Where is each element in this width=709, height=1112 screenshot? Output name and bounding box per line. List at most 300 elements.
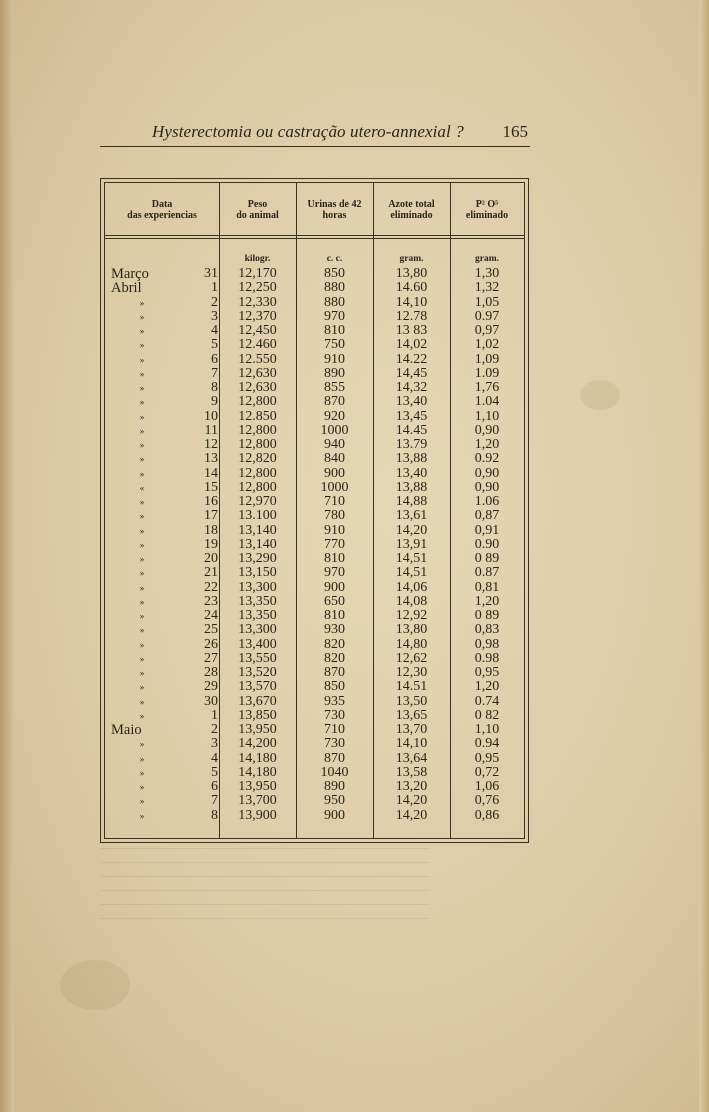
cell-azote: 14,51: [395, 565, 428, 581]
cell-peso: 12,800: [238, 422, 277, 438]
cell-p2o5: 0,98: [474, 636, 500, 652]
heading-line: Azote total: [388, 199, 435, 210]
cell-p2o5: 0.92: [474, 451, 500, 467]
heading-line: eliminado: [390, 210, 433, 221]
cell-ditto-mark: »: [139, 539, 145, 550]
cell-p2o5: 0,81: [474, 579, 500, 595]
unit-azote: gram.: [399, 254, 424, 264]
cell-azote: 13,65: [395, 707, 428, 723]
cell-peso: 12,820: [238, 451, 277, 467]
cell-urinas: 880: [324, 294, 345, 310]
cell-urinas: 870: [324, 394, 345, 410]
column-heading-urinas: [296, 199, 373, 221]
cell-azote: 13,70: [395, 722, 428, 737]
table-row: [105, 296, 524, 310]
cell-day: 21: [204, 565, 218, 581]
cell-urinas: 910: [324, 351, 345, 367]
cell-peso: 12,630: [238, 365, 277, 381]
cell-ditto-mark: »: [139, 625, 145, 636]
cell-day: 30: [204, 693, 218, 709]
cell-p2o5: 0.74: [474, 693, 500, 709]
cell-azote: 14,88: [395, 494, 428, 509]
table-row: [105, 809, 524, 823]
cell-peso: 12.850: [238, 408, 277, 424]
cell-azote: 14,02: [395, 337, 428, 353]
table-body: [105, 267, 524, 823]
cell-peso: 12,170: [238, 266, 277, 281]
heading-line: das experiencias: [127, 210, 197, 221]
cell-urinas: 970: [324, 565, 345, 581]
cell-urinas: 750: [324, 337, 345, 353]
cell-azote: 13,40: [395, 394, 428, 410]
column-heading-peso: [219, 199, 296, 221]
cell-urinas: 1000: [320, 422, 349, 438]
cell-urinas: 1040: [320, 764, 349, 780]
cell-urinas: 930: [324, 622, 345, 638]
cell-peso: 12,250: [238, 280, 277, 296]
cell-ditto-mark: »: [139, 753, 145, 764]
cell-urinas: 810: [324, 608, 345, 623]
table-row: [105, 267, 524, 281]
cell-ditto-mark: »: [139, 311, 145, 322]
cell-azote: 13,64: [395, 750, 428, 766]
cell-peso: 13,570: [238, 679, 277, 695]
cell-urinas: 890: [324, 365, 345, 381]
cell-p2o5: 0 89: [474, 608, 500, 623]
cell-peso: 12.460: [238, 337, 277, 353]
cell-peso: 13,950: [238, 722, 277, 737]
table-row: [105, 481, 524, 495]
cell-azote: 13.79: [395, 437, 428, 452]
cell-ditto-mark: »: [139, 782, 145, 792]
heading-line: Data: [151, 199, 173, 210]
cell-azote: 14.22: [395, 351, 428, 367]
table-row: [105, 709, 524, 723]
header-rule-second: [105, 238, 524, 239]
table-row: [105, 538, 524, 552]
cell-urinas: 870: [324, 750, 345, 766]
unit-peso: kilogr.: [244, 254, 271, 264]
cell-azote: 14,10: [395, 294, 428, 310]
cell-day: 28: [204, 665, 218, 680]
cell-urinas: 820: [324, 650, 345, 666]
cell-peso: 13,900: [238, 807, 277, 823]
cell-urinas: 730: [324, 707, 345, 723]
cell-month: Maio: [111, 722, 142, 738]
cell-p2o5: 1,32: [474, 280, 500, 296]
cell-urinas: 810: [324, 323, 345, 338]
cell-ditto-mark: »: [139, 525, 145, 536]
table-row: [105, 438, 524, 452]
table-row: [105, 780, 524, 794]
cell-day: 13: [204, 451, 218, 467]
cell-ditto-mark: »: [139, 796, 145, 807]
cell-ditto-mark: »: [139, 767, 145, 778]
cell-azote: 14,20: [395, 807, 428, 823]
cell-ditto-mark: «: [139, 482, 145, 493]
cell-p2o5: 1,05: [474, 294, 500, 310]
cell-peso: 13,290: [238, 551, 277, 566]
cell-urinas: 820: [324, 636, 345, 652]
cell-ditto-mark: »: [139, 340, 145, 351]
cell-p2o5: 0,97: [474, 323, 500, 338]
cell-ditto-mark: »: [139, 383, 145, 393]
cell-urinas: 850: [324, 266, 345, 281]
cell-azote: 14,45: [395, 365, 428, 381]
cell-day: 6: [211, 351, 218, 367]
cell-azote: 14.45: [395, 422, 428, 438]
cell-day: 29: [204, 679, 218, 695]
cell-day: 17: [204, 508, 218, 524]
cell-peso: 12,800: [238, 394, 277, 410]
cell-p2o5: 0,90: [474, 422, 500, 438]
cell-peso: 12,450: [238, 323, 277, 338]
unit-urinas: c. c.: [326, 254, 343, 264]
cell-peso: 13,350: [238, 593, 277, 609]
cell-azote: 13,80: [395, 266, 428, 281]
cell-urinas: 710: [324, 722, 345, 737]
unit-p2o5: gram.: [474, 254, 499, 264]
cell-month: Abril: [111, 280, 142, 297]
cell-day: 5: [211, 764, 218, 780]
cell-urinas: 770: [324, 536, 345, 552]
cell-azote: 14.51: [395, 679, 428, 695]
cell-peso: 13,140: [238, 536, 277, 552]
cell-peso: 13,950: [238, 779, 277, 794]
cell-ditto-mark: »: [139, 554, 145, 564]
table-row: [105, 281, 524, 295]
cell-month: Março: [111, 266, 149, 282]
paper-stain: [580, 380, 620, 410]
cell-day: 10: [204, 408, 218, 424]
cell-ditto-mark: »: [139, 682, 145, 693]
cell-peso: 13.100: [238, 508, 277, 524]
table-row: [105, 680, 524, 694]
cell-day: 7: [211, 793, 218, 809]
cell-urinas: 900: [324, 465, 345, 481]
cell-urinas: 920: [324, 408, 345, 424]
cell-ditto-mark: »: [139, 425, 145, 436]
cell-day: 1: [211, 707, 218, 723]
cell-ditto-mark: »: [139, 326, 145, 336]
cell-ditto-mark: »: [139, 653, 145, 664]
cell-ditto-mark: »: [139, 568, 145, 579]
cell-azote: 14,80: [395, 636, 428, 652]
cell-ditto-mark: »: [139, 511, 145, 522]
cell-urinas: 890: [324, 779, 345, 794]
cell-azote: 13,50: [395, 693, 428, 709]
cell-day: 4: [211, 323, 218, 338]
table-row: [105, 552, 524, 566]
cell-day: 19: [204, 536, 218, 552]
cell-urinas: 730: [324, 736, 345, 752]
cell-urinas: 870: [324, 665, 345, 680]
cell-day: 16: [204, 494, 218, 509]
cell-azote: 14,20: [395, 522, 428, 538]
table-row: [105, 695, 524, 709]
cell-p2o5: 0.90: [474, 536, 500, 552]
cell-azote: 13,40: [395, 465, 428, 481]
cell-day: 23: [204, 593, 218, 609]
table-row: [105, 509, 524, 523]
cell-p2o5: 0,91: [474, 522, 500, 538]
cell-day: 24: [204, 608, 218, 623]
cell-peso: 13,400: [238, 636, 277, 652]
cell-peso: 13,300: [238, 579, 277, 595]
table-row: [105, 638, 524, 652]
cell-day: 18: [204, 522, 218, 538]
cell-peso: 13,670: [238, 693, 277, 709]
cell-ditto-mark: »: [139, 354, 145, 365]
cell-urinas: 780: [324, 508, 345, 524]
cell-urinas: 910: [324, 522, 345, 538]
cell-p2o5: 0,87: [474, 508, 500, 524]
cell-ditto-mark: »: [139, 397, 145, 408]
cell-p2o5: 0.97: [474, 308, 500, 324]
table-row: [105, 353, 524, 367]
heading-line: eliminado: [465, 210, 509, 221]
cell-urinas: 810: [324, 551, 345, 566]
cell-peso: 12,800: [238, 479, 277, 495]
cell-p2o5: 0.98: [474, 650, 500, 666]
cell-ditto-mark: »: [139, 297, 145, 308]
cell-peso: 13,140: [238, 522, 277, 538]
cell-day: 3: [211, 736, 218, 752]
cell-day: 3: [211, 308, 218, 324]
cell-p2o5: 0,90: [474, 479, 500, 495]
page-number: 165: [502, 122, 528, 141]
heading-line: do animal: [236, 210, 279, 221]
cell-azote: 13 83: [395, 323, 428, 338]
cell-p2o5: 0,72: [474, 764, 500, 780]
cell-azote: 13,88: [395, 451, 428, 467]
table-row: [105, 766, 524, 780]
data-table-inner-border: [104, 182, 525, 839]
cell-urinas: 1000: [320, 479, 349, 495]
cell-azote: 13,20: [395, 779, 428, 794]
cell-p2o5: 1,06: [474, 779, 500, 794]
cell-azote: 13,88: [395, 479, 428, 495]
cell-peso: 12.550: [238, 351, 277, 367]
heading-line: Peso: [247, 199, 268, 210]
table-row: [105, 495, 524, 509]
cell-peso: 13,520: [238, 665, 277, 680]
cell-peso: 12,370: [238, 308, 277, 324]
cell-ditto-mark: »: [139, 411, 145, 422]
cell-day: 20: [204, 551, 218, 566]
table-row: [105, 410, 524, 424]
table-row: [105, 652, 524, 666]
cell-peso: 14,200: [238, 736, 277, 752]
table-row: [105, 595, 524, 609]
cell-azote: 12.78: [395, 308, 428, 324]
cell-p2o5: 0,95: [474, 750, 500, 766]
cell-p2o5: 1,20: [474, 437, 500, 452]
cell-p2o5: 0,90: [474, 465, 500, 481]
cell-day: 5: [211, 337, 218, 353]
cell-azote: 13,80: [395, 622, 428, 638]
cell-azote: 14,32: [395, 380, 428, 395]
heading-line: horas: [322, 210, 347, 221]
cell-azote: 13,91: [395, 536, 428, 552]
cell-peso: 14,180: [238, 764, 277, 780]
cell-p2o5: 1.09: [474, 365, 500, 381]
cell-day: 8: [211, 380, 218, 395]
column-heading-data: [105, 199, 219, 221]
table-row: [105, 623, 524, 637]
cell-azote: 12,30: [395, 665, 428, 680]
cell-ditto-mark: »: [139, 739, 145, 750]
cell-day: 6: [211, 779, 218, 794]
cell-urinas: 940: [324, 437, 345, 452]
cell-peso: 13,150: [238, 565, 277, 581]
cell-urinas: 950: [324, 793, 345, 809]
cell-ditto-mark: »: [139, 710, 145, 721]
cell-ditto-mark: »: [139, 497, 145, 507]
table-row: [105, 424, 524, 438]
cell-peso: 12,630: [238, 380, 277, 395]
cell-p2o5: 1,10: [474, 722, 500, 737]
cell-ditto-mark: »: [139, 596, 145, 607]
cell-azote: 14.60: [395, 280, 428, 296]
cell-ditto-mark: »: [139, 639, 145, 650]
cell-p2o5: 1,76: [474, 380, 500, 395]
cell-day: 2: [211, 294, 218, 310]
cell-azote: 12,92: [395, 608, 428, 623]
cell-urinas: 840: [324, 451, 345, 467]
cell-peso: 12,970: [238, 494, 277, 509]
table-row: [105, 338, 524, 352]
cell-ditto-mark: »: [139, 582, 145, 593]
table-row: [105, 737, 524, 751]
data-table: [100, 178, 529, 843]
cell-urinas: 970: [324, 308, 345, 324]
cell-urinas: 900: [324, 807, 345, 823]
cell-p2o5: 0 89: [474, 551, 500, 566]
cell-azote: 13,58: [395, 764, 428, 780]
table-row: [105, 666, 524, 680]
cell-day: 8: [211, 807, 218, 823]
cell-ditto-mark: »: [139, 611, 145, 621]
cell-p2o5: 0,83: [474, 622, 500, 638]
cell-p2o5: 1,20: [474, 593, 500, 609]
cell-urinas: 900: [324, 579, 345, 595]
page-edge-shadow: [699, 0, 709, 1112]
cell-day: 7: [211, 365, 218, 381]
cell-p2o5: 0,86: [474, 807, 500, 823]
column-heading-azote: [373, 199, 450, 221]
cell-urinas: 880: [324, 280, 345, 296]
table-row: [105, 581, 524, 595]
cell-azote: 14,10: [395, 736, 428, 752]
table-row: [105, 381, 524, 395]
cell-ditto-mark: »: [139, 454, 145, 465]
table-row: [105, 452, 524, 466]
page-spine-shadow: [0, 0, 14, 1112]
cell-day: 15: [204, 479, 218, 495]
cell-azote: 13,45: [395, 408, 428, 424]
running-header: [100, 120, 530, 147]
cell-peso: 12,330: [238, 294, 277, 310]
cell-p2o5: 0,95: [474, 665, 500, 680]
cell-day: 26: [204, 636, 218, 652]
column-heading-p2o5: [450, 199, 524, 221]
cell-p2o5: 1.04: [474, 394, 500, 410]
cell-p2o5: 1,09: [474, 351, 500, 367]
running-title: Hysterectomia ou castração utero-annexial ?: [152, 122, 464, 141]
cell-p2o5: 0,76: [474, 793, 500, 809]
cell-urinas: 710: [324, 494, 345, 509]
table-row: [105, 367, 524, 381]
header-rule: [105, 235, 524, 236]
cell-azote: 14,20: [395, 793, 428, 809]
cell-p2o5: 1,30: [474, 266, 500, 281]
table-row: [105, 524, 524, 538]
cell-p2o5: 1.06: [474, 494, 500, 509]
cell-urinas: 855: [324, 380, 345, 395]
cell-azote: 12,62: [395, 650, 428, 666]
cell-urinas: 935: [324, 693, 345, 709]
cell-day: 31: [204, 266, 218, 281]
cell-day: 12: [204, 437, 218, 452]
cell-azote: 14,08: [395, 593, 428, 609]
cell-peso: 12,800: [238, 465, 277, 481]
cell-peso: 12,800: [238, 437, 277, 452]
cell-day: 2: [211, 722, 218, 737]
cell-ditto-mark: »: [139, 668, 145, 678]
heading-line: Urinas de 42: [307, 199, 362, 210]
cell-urinas: 850: [324, 679, 345, 695]
cell-peso: 13,300: [238, 622, 277, 638]
table-row: [105, 752, 524, 766]
cell-p2o5: 0.87: [474, 565, 500, 581]
cell-peso: 13,850: [238, 707, 277, 723]
cell-day: 22: [204, 579, 218, 595]
table-row: [105, 609, 524, 623]
cell-ditto-mark: »: [139, 440, 145, 450]
table-row: [105, 723, 524, 737]
cell-urinas: 650: [324, 593, 345, 609]
cell-ditto-mark: »: [139, 810, 145, 821]
show-through-text: [100, 848, 430, 928]
cell-day: 14: [204, 465, 218, 481]
cell-peso: 14,180: [238, 750, 277, 766]
cell-ditto-mark: »: [139, 468, 145, 479]
cell-day: 9: [211, 394, 218, 410]
heading-line: P² O⁵: [475, 199, 499, 210]
cell-peso: 13,700: [238, 793, 277, 809]
table-row: [105, 794, 524, 808]
paper-stain: [60, 960, 130, 1010]
cell-p2o5: 1,20: [474, 679, 500, 695]
cell-day: 1: [211, 280, 218, 296]
table-row: [105, 310, 524, 324]
cell-p2o5: 1,10: [474, 408, 500, 424]
cell-day: 4: [211, 750, 218, 766]
table-row: [105, 324, 524, 338]
cell-day: 25: [204, 622, 218, 638]
cell-day: 11: [204, 422, 218, 438]
cell-azote: 14,51: [395, 551, 428, 566]
table-row: [105, 395, 524, 409]
cell-p2o5: 1,02: [474, 337, 500, 353]
table-row: [105, 566, 524, 580]
cell-ditto-mark: »: [139, 696, 145, 707]
table-row: [105, 467, 524, 481]
cell-day: 27: [204, 650, 218, 666]
cell-p2o5: 0.94: [474, 736, 500, 752]
cell-azote: 14,06: [395, 579, 428, 595]
